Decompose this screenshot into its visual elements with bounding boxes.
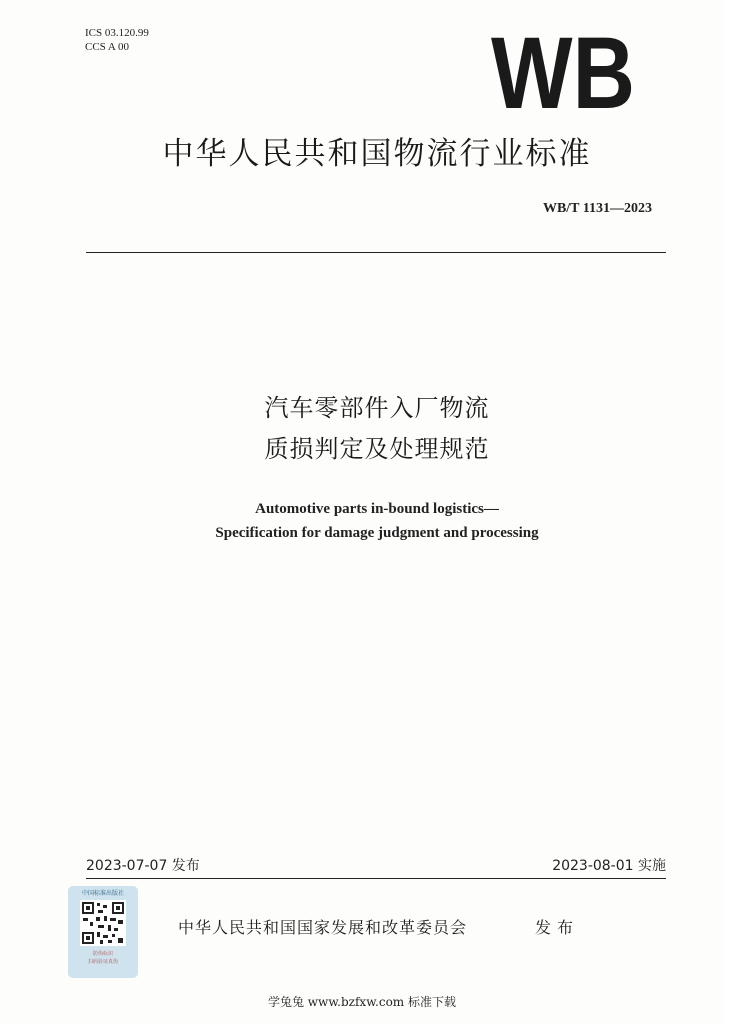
standard-number: WB/T 1131—2023 <box>542 201 652 216</box>
english-title-line-1: Automotive parts in-bound logistics— <box>255 501 499 517</box>
logo-text: WB <box>491 16 635 130</box>
stamp-heading: 中国标准出版社 <box>81 890 124 897</box>
english-title <box>0 497 754 545</box>
stamp-text <box>70 950 136 966</box>
anti-counterfeit-stamp <box>68 886 138 978</box>
issue-date: 2023-07-07 发布 <box>86 858 200 874</box>
chinese-title <box>0 388 754 470</box>
chinese-title-line-2: 质损判定及处理规范 <box>264 435 490 463</box>
publish-label: 发布 <box>535 918 580 937</box>
implementation-date: 2023-08-01 实施 <box>552 858 666 874</box>
publisher-name: 中华人民共和国国家发展和改革委员会 <box>178 918 468 937</box>
wb-logo <box>488 16 638 130</box>
download-footer: 学兔兔 www.bzfxw.com 标准下载 <box>267 995 457 1009</box>
standard-category-title: 中华人民共和国物流行业标准 <box>162 136 592 172</box>
stamp-line-2: 扫码验证真伪 <box>87 959 118 965</box>
qr-code-icon <box>80 900 126 946</box>
top-divider <box>86 252 666 253</box>
chinese-title-line-1: 汽车零部件入厂物流 <box>264 394 490 422</box>
stamp-line-1: 防伪标识 <box>92 951 113 957</box>
english-title-line-2: Specification for damage judgment and processing <box>215 525 539 541</box>
bottom-divider <box>86 878 666 879</box>
ccs-code: CCS A 00 <box>85 41 130 53</box>
ics-code: ICS 03.120.99 <box>85 27 149 39</box>
classification-codes <box>85 26 149 54</box>
